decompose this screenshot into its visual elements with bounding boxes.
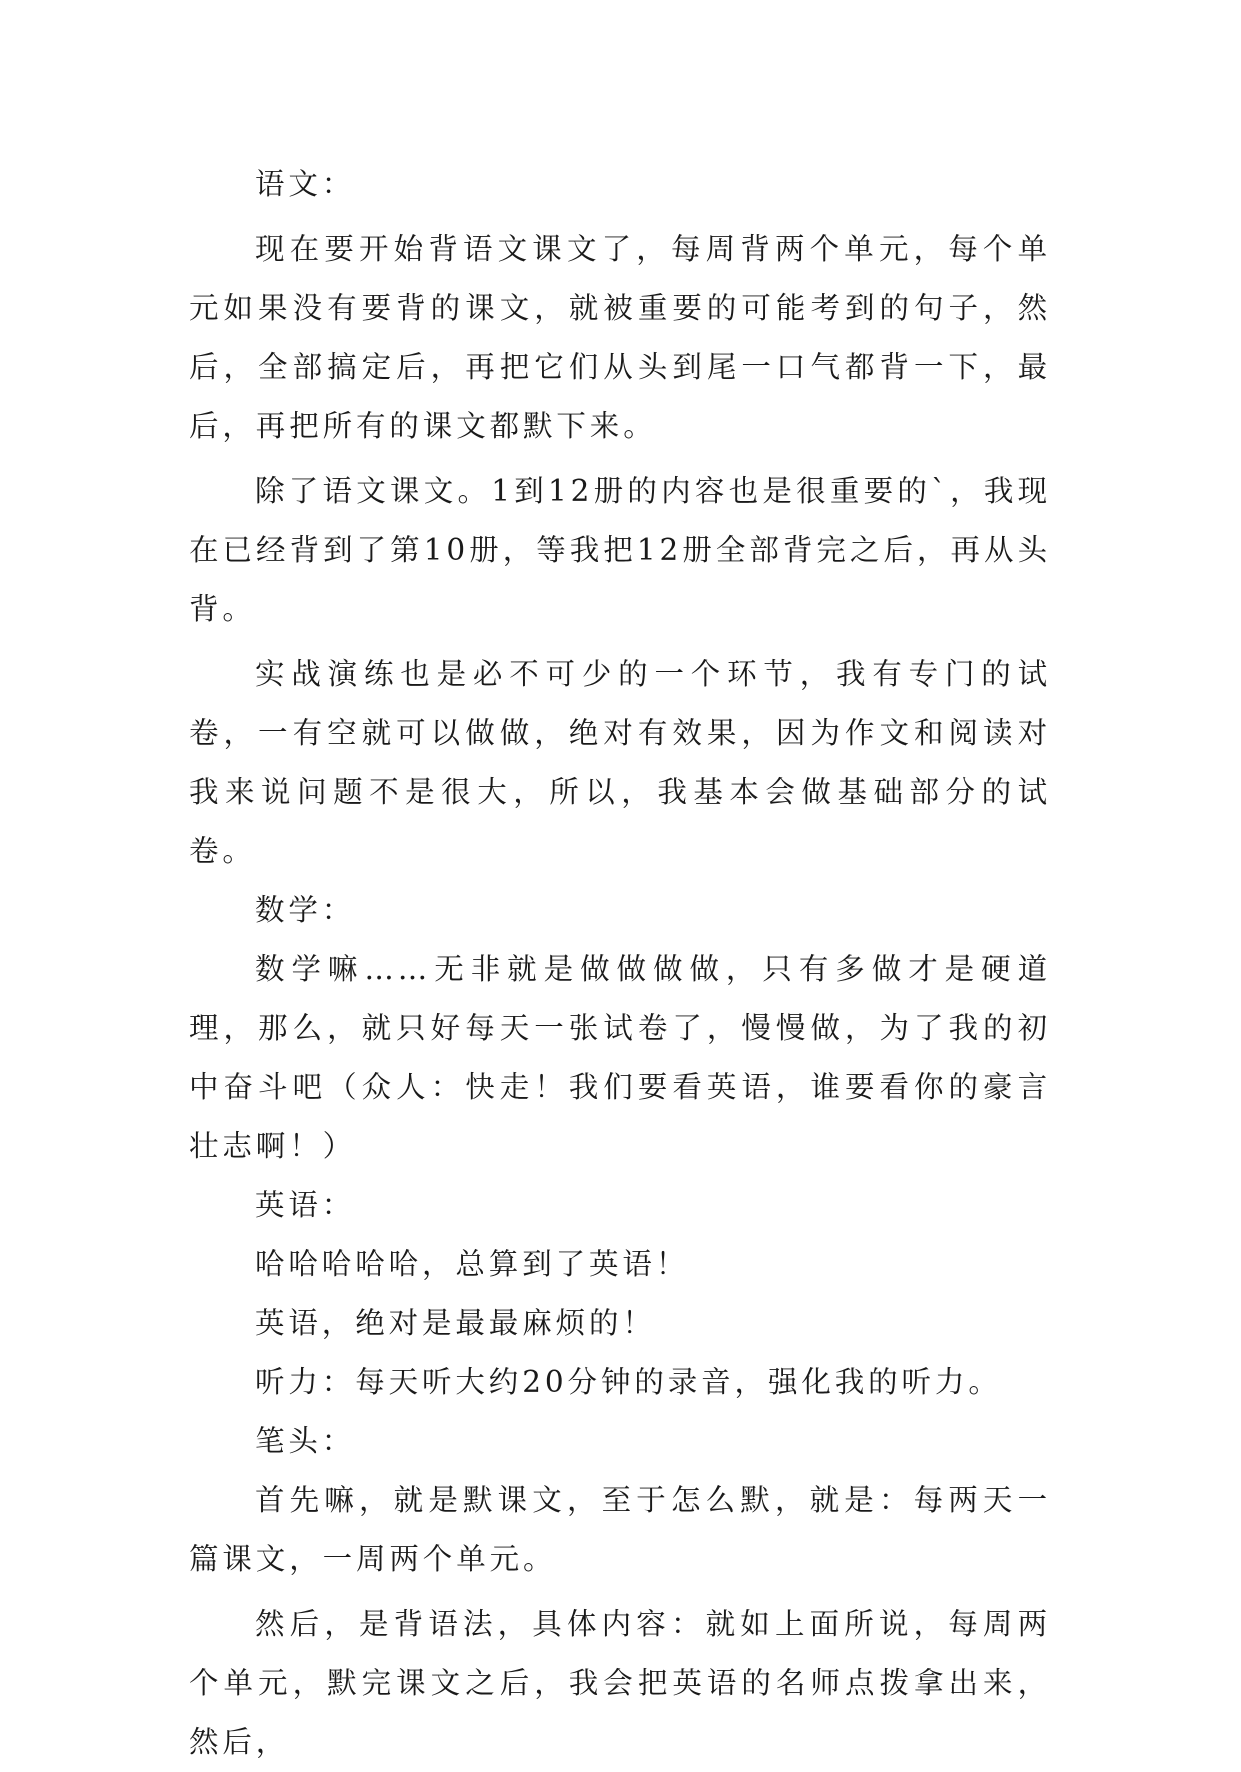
paragraph-chinese-recitation: 现在要开始背语文课文了，每周背两个单元，每个单元如果没有要背的课文，就被重要的可能考到的句子，然后，全部搞定后，再把它们从头到尾一口气都背一下，最后，再把所有的课文都默下来。 xyxy=(189,232,1051,443)
paragraph-english-grammar: 然后，是背语法，具体内容：就如上面所说，每周两个单元，默完课文之后，我会把英语的名师点拨拿出来，然后， xyxy=(189,1607,1051,1759)
paragraph-chinese-practice: 实战演练也是必不可少的一个环节，我有专门的试卷，一有空就可以做做，绝对有效果，因为作文和阅读对我来说问题不是很大，所以，我基本会做基础部分的试卷。 xyxy=(189,657,1051,868)
document-body xyxy=(189,155,1051,1772)
paragraph-english-dictation: 首先嘛，就是默课文，至于怎么默，就是：每两天一篇课文，一周两个单元。 xyxy=(189,1483,1051,1576)
section-heading-writing: 笔头： xyxy=(255,1424,356,1458)
section-heading-chinese: 语文： xyxy=(255,167,356,201)
paragraph-english-intro: 哈哈哈哈哈，总算到了英语！ xyxy=(255,1247,690,1281)
paragraph-math: 数学嘛……无非就是做做做做，只有多做才是硬道理，那么，就只好每天一张试卷了，慢慢做，为了我的初中奋斗吧（众人：快走！我们要看英语，谁要看你的豪言壮志啊！） xyxy=(189,952,1051,1163)
paragraph-chinese-volumes: 除了语文课文。1到12册的内容也是很重要的`，我现在已经背到了第10册，等我把12册全部背完之后，再从头背。 xyxy=(189,474,1051,626)
section-heading-english: 英语： xyxy=(255,1188,356,1222)
paragraph-english-listening: 听力：每天听大约20分钟的录音，强化我的听力。 xyxy=(255,1365,1002,1399)
section-heading-math: 数学： xyxy=(255,893,356,927)
paragraph-english-trouble: 英语，绝对是最最麻烦的！ xyxy=(255,1306,656,1340)
